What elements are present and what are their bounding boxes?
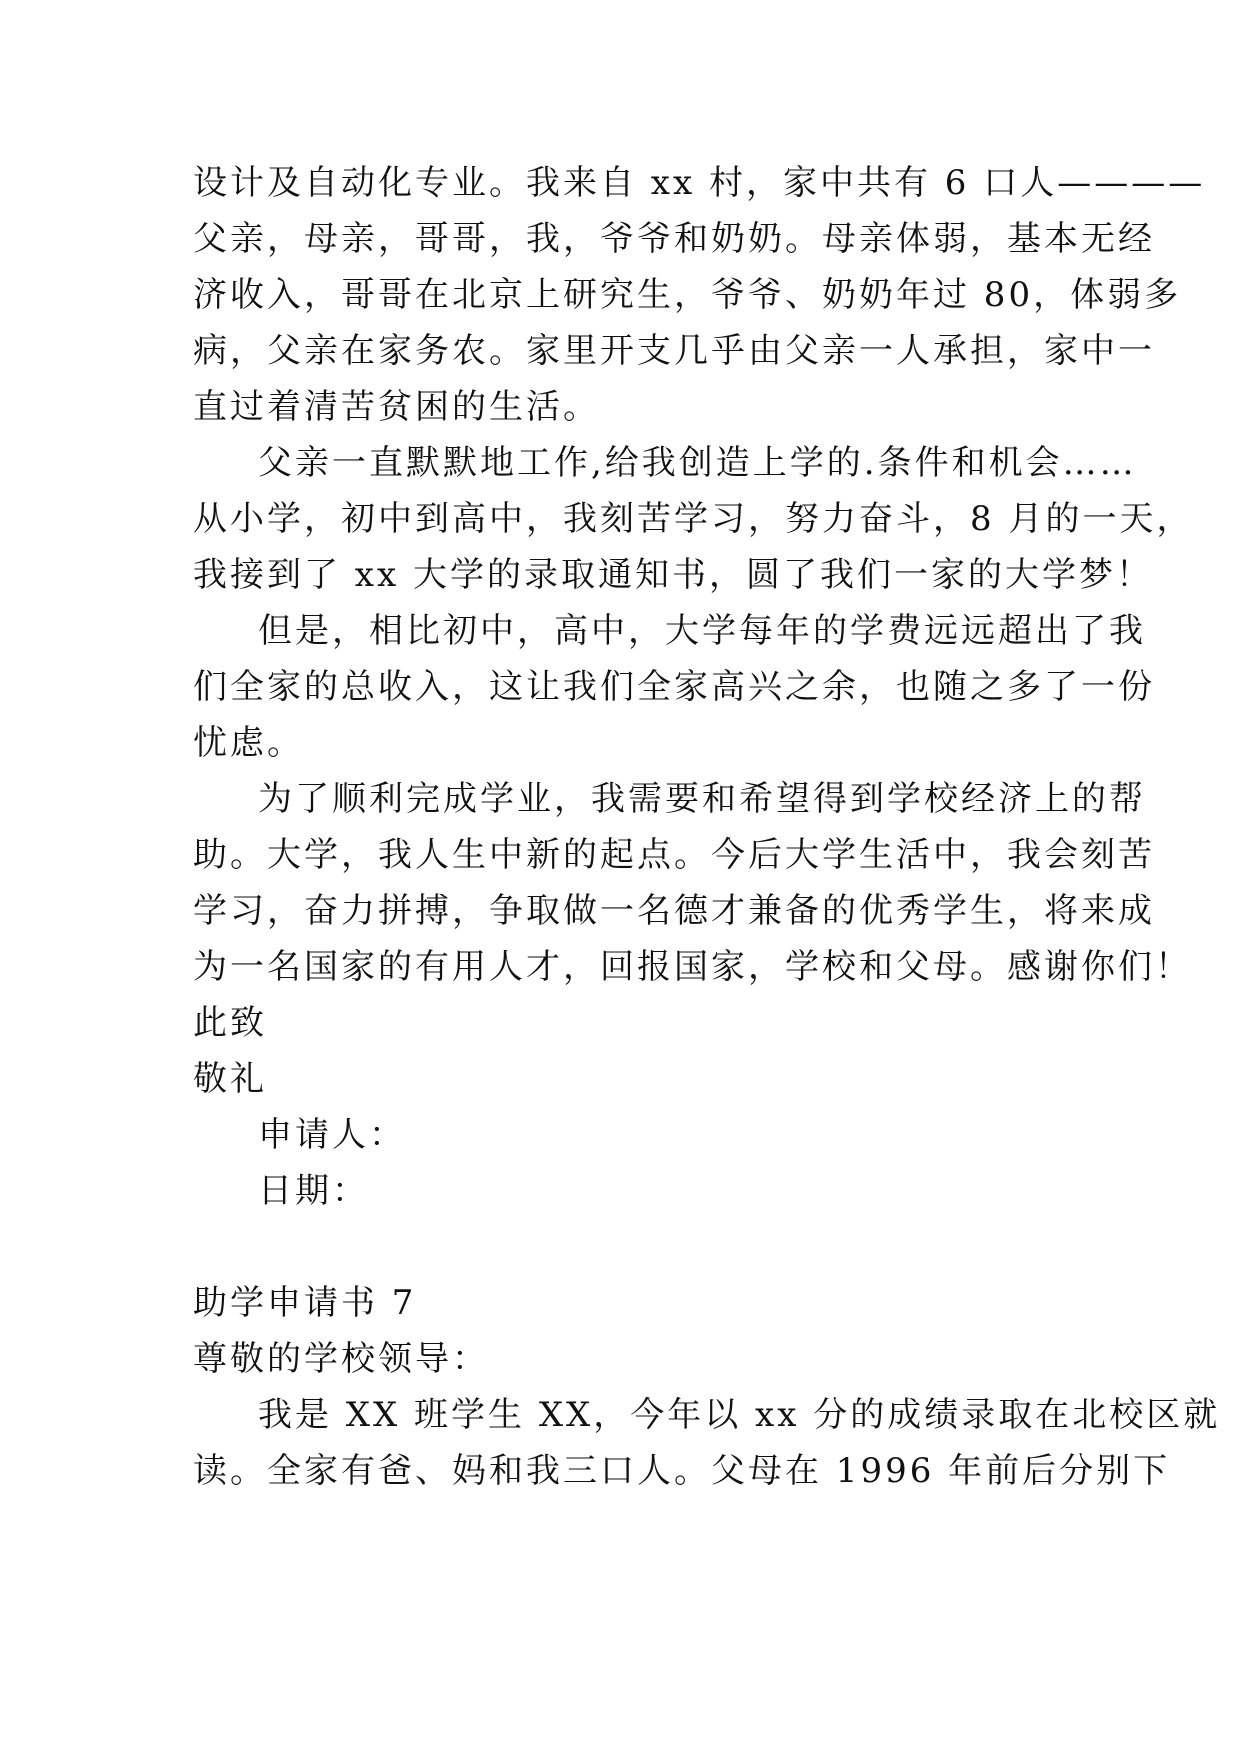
- paragraph-first-line: 但是，相比初中，高中，大学每年的学费远远超出了我: [258, 611, 1146, 651]
- body-text-line: 病，父亲在家务农。家里开支几乎由父亲一人承担，家中一: [193, 331, 1155, 371]
- body-text-line: 们全家的总收入，这让我们全家高兴之余，也随之多了一份: [193, 667, 1155, 707]
- body-text-line: 助。大学，我人生中新的起点。今后大学生活中，我会刻苦: [193, 835, 1155, 875]
- closing-text: 此致: [193, 1003, 267, 1043]
- paragraph-first-line: 父亲一直默默地工作,给我创造上学的.条件和机会……: [258, 443, 1137, 483]
- body-text-line: 读。全家有爸、妈和我三口人。父母在 1996 年前后分别下: [193, 1451, 1171, 1491]
- body-text-line: 直过着清苦贫困的生活。: [193, 387, 600, 427]
- body-text-line: 我接到了 xx 大学的录取通知书，圆了我们一家的大学梦！: [193, 555, 1153, 595]
- body-text-line: 从小学，初中到高中，我刻苦学习，努力奋斗，8 月的一天，: [193, 499, 1194, 539]
- body-text-line: 济收入，哥哥在北京上研究生，爷爷、奶奶年过 80，体弱多: [193, 275, 1182, 315]
- paragraph-first-line: 我是 XX 班学生 XX，今年以 xx 分的成绩录取在北校区就: [258, 1395, 1221, 1435]
- closing-salute: 敬礼: [193, 1059, 267, 1099]
- body-text-line: 忧虑。: [193, 723, 304, 763]
- salutation: 尊敬的学校领导：: [193, 1339, 489, 1379]
- body-text-line: 学习，奋力拼搏，争取做一名德才兼备的优秀学生，将来成: [193, 891, 1155, 931]
- paragraph-first-line: 为了顺利完成学业，我需要和希望得到学校经济上的帮: [258, 779, 1146, 819]
- body-text-line: 为一名国家的有用人才，回报国家，学校和父母。感谢你们！: [193, 947, 1192, 987]
- body-text-line: 设计及自动化专业。我来自 xx 村，家中共有 6 口人————: [193, 163, 1206, 203]
- applicant-label: 申请人：: [258, 1115, 406, 1155]
- date-label: 日期：: [258, 1171, 369, 1211]
- body-text-line: 父亲，母亲，哥哥，我，爷爷和奶奶。母亲体弱，基本无经: [193, 219, 1155, 259]
- section-title: 助学申请书 7: [193, 1283, 417, 1323]
